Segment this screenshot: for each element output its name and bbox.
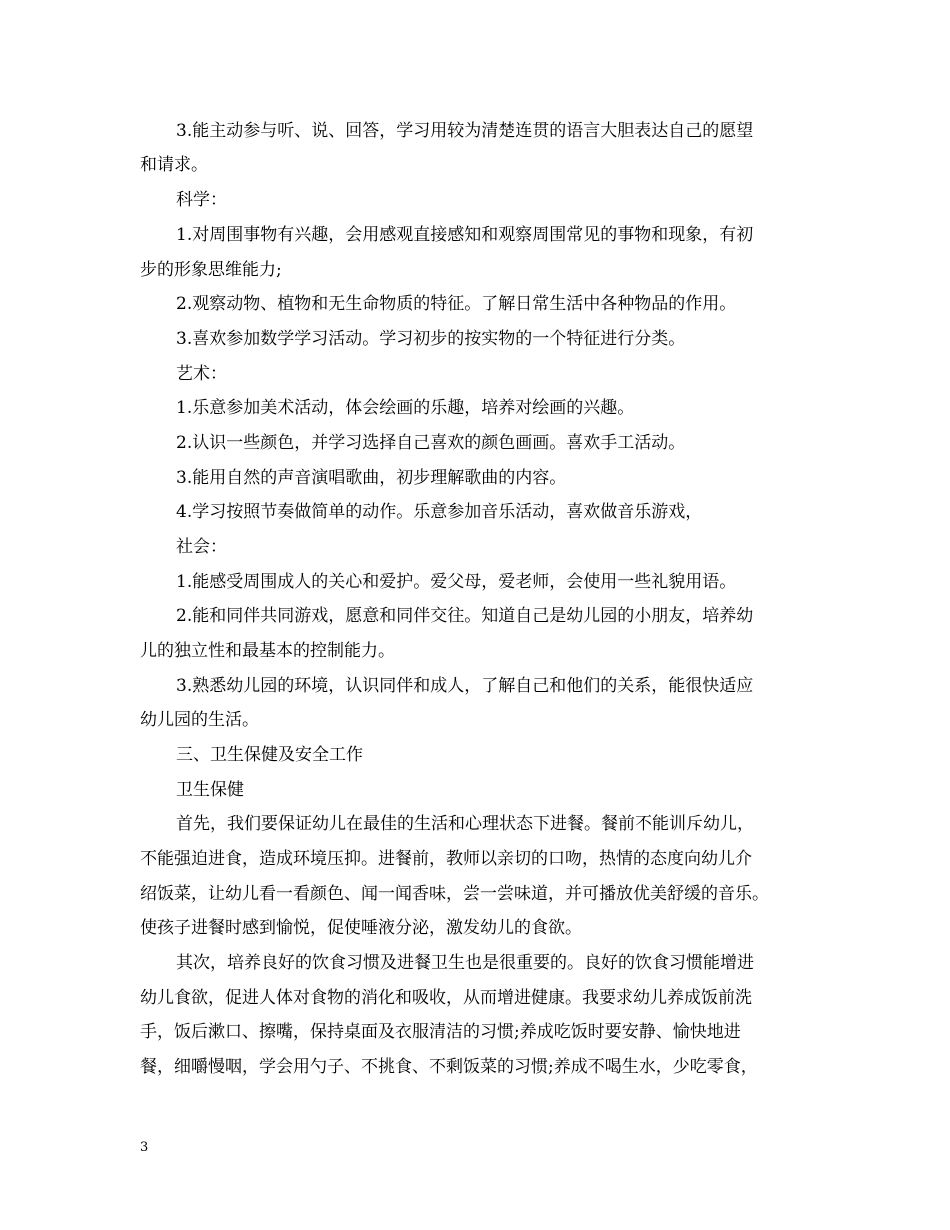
paragraph-line: 餐，细嚼慢咽，学会用勺子、不挑食、不剩饭菜的习惯;养成不喝生水，少吃零食， [140,1057,758,1077]
paragraph-line: 手，饭后漱口、擦嘴，保持桌面及衣服清洁的习惯;养成吃饭时要安静、愉快地进 [140,1022,741,1042]
paragraph-line: 绍饭菜，让幼儿看一看颜色、闻一闻香味，尝一尝味道，并可播放优美舒缓的音乐。 [140,884,769,904]
section-heading-health-safety: 三、卫生保健及安全工作 [176,745,363,765]
paragraph-line: 1.能感受周围成人的关心和爱护。爱父母，爱老师，会使用一些礼貌用语。 [176,572,737,592]
paragraph-line: 3.能用自然的声音演唱歌曲，初步理解歌曲的内容。 [176,468,567,488]
subsection-heading-health: 卫生保健 [176,780,244,800]
paragraph-line: 3.能主动参与听、说、回答，学习用较为清楚连贯的语言大胆表达自己的愿望 [176,121,754,141]
paragraph-line: 3.熟悉幼儿园的环境，认识同伴和成人，了解自己和他们的关系，能很快适应 [176,676,754,696]
section-heading-science: 科学： [176,190,227,210]
paragraph-line: 使孩子进餐时感到愉悦，促使唾液分泌，激发幼儿的食欲。 [140,918,582,938]
paragraph-line: 和请求。 [140,155,208,175]
paragraph-line: 2.观察动物、植物和无生命物质的特征。了解日常生活中各种物品的作用。 [176,294,737,314]
paragraph-line: 1.乐意参加美术活动，体会绘画的乐趣，培养对绘画的兴趣。 [176,398,635,418]
paragraph-line: 2.认识一些颜色，并学习选择自己喜欢的颜色画画。喜欢手工活动。 [176,433,686,453]
paragraph-line: 幼儿食欲，促进人体对食物的消化和吸收，从而增进健康。我要求幼儿养成饭前洗 [140,988,752,1008]
paragraph-line: 2.能和同伴共同游戏，愿意和同伴交往。知道自己是幼儿园的小朋友，培养幼 [176,606,754,626]
paragraph-line: 儿的独立性和最基本的控制能力。 [140,641,395,661]
paragraph-line: 首先，我们要保证幼儿在最佳的生活和心理状态下进餐。餐前不能训斥幼儿， [176,814,754,834]
paragraph-line: 不能强迫进食，造成环境压抑。进餐前，教师以亲切的口吻，热情的态度向幼儿介 [140,849,752,869]
paragraph-line: 其次，培养良好的饮食习惯及进餐卫生也是很重要的。良好的饮食习惯能增进 [176,953,754,973]
paragraph-line: 3.喜欢参加数学学习活动。学习初步的按实物的一个特征进行分类。 [176,329,686,349]
paragraph-line: 1.对周围事物有兴趣，会用感观直接感知和观察周围常见的事物和现象，有初 [176,225,754,245]
page-number: 3 [140,1140,149,1155]
section-heading-society: 社会： [176,537,227,557]
section-heading-art: 艺术： [176,364,227,384]
paragraph-line: 步的形象思维能力; [140,260,282,280]
paragraph-line: 4.学习按照节奏做简单的动作。乐意参加音乐活动，喜欢做音乐游戏， [176,502,703,522]
paragraph-line: 幼儿园的生活。 [140,710,259,730]
